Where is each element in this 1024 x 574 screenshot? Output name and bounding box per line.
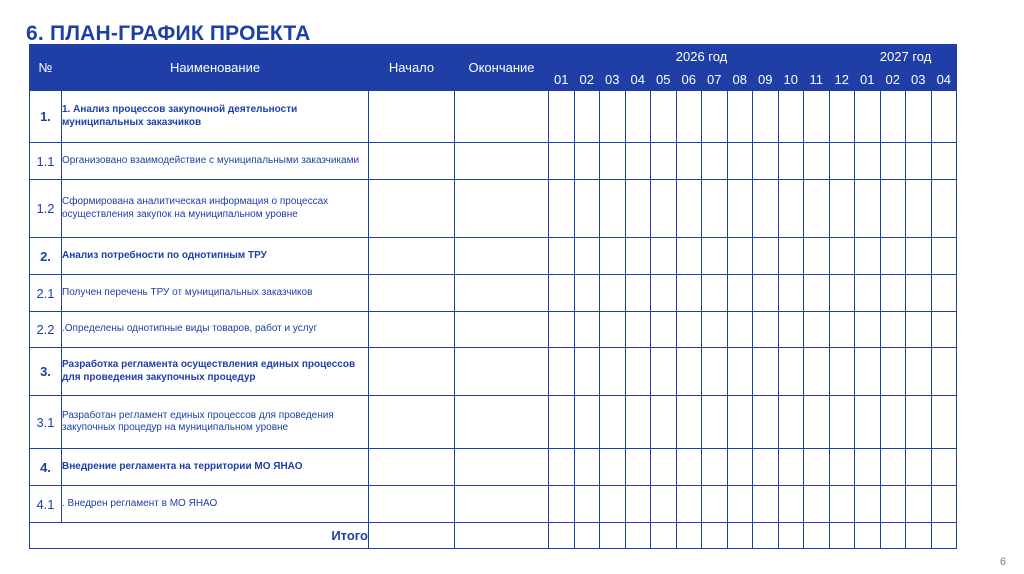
month-cell [574, 396, 600, 449]
month-cell [727, 396, 753, 449]
month-cell [651, 486, 677, 523]
month-cell [829, 312, 855, 348]
month-cell [855, 91, 881, 143]
month-cell [574, 449, 600, 486]
row-number: 3.1 [30, 396, 62, 449]
month-cell [727, 91, 753, 143]
month-header: 12 [829, 68, 855, 91]
total-cell [906, 523, 932, 549]
month-cell [676, 275, 702, 312]
month-cell [549, 486, 575, 523]
month-cell [829, 449, 855, 486]
column-header-num: № [30, 45, 62, 91]
month-cell [778, 348, 804, 396]
month-cell [727, 143, 753, 180]
month-cell [574, 91, 600, 143]
month-cell [753, 312, 779, 348]
month-header: 06 [676, 68, 702, 91]
column-header-start: Начало [369, 45, 455, 91]
month-cell [727, 449, 753, 486]
month-cell [625, 91, 651, 143]
row-name: Разработан регламент единых процессов для проведения закупочных процедур на муниципальном уровне [62, 396, 369, 449]
start-cell [369, 486, 455, 523]
month-header: 11 [804, 68, 830, 91]
header-row [30, 45, 957, 68]
month-cell [651, 449, 677, 486]
month-cell [651, 396, 677, 449]
month-cell [676, 348, 702, 396]
month-cell [880, 275, 906, 312]
month-cell [727, 486, 753, 523]
month-cell [600, 275, 626, 312]
month-header: 01 [855, 68, 881, 91]
month-cell [906, 238, 932, 275]
month-cell [676, 396, 702, 449]
row-name: Анализ потребности по однотипным ТРУ [62, 238, 369, 275]
month-cell [906, 486, 932, 523]
total-row [30, 523, 957, 549]
month-cell [829, 486, 855, 523]
month-cell [702, 91, 728, 143]
month-cell [625, 486, 651, 523]
row-name: .Определены однотипные виды товаров, работ и услуг [62, 312, 369, 348]
month-cell [702, 312, 728, 348]
year-header-2027: 2027 год [855, 45, 957, 68]
month-cell [549, 180, 575, 238]
month-cell [880, 486, 906, 523]
month-cell [778, 449, 804, 486]
month-cell [702, 449, 728, 486]
month-cell [880, 396, 906, 449]
month-cell [931, 91, 957, 143]
total-cell [625, 523, 651, 549]
month-cell [676, 91, 702, 143]
month-cell [804, 449, 830, 486]
month-cell [753, 449, 779, 486]
month-cell [753, 143, 779, 180]
month-cell [778, 486, 804, 523]
start-cell [369, 143, 455, 180]
end-cell [455, 486, 549, 523]
month-cell [574, 180, 600, 238]
row-number: 2. [30, 238, 62, 275]
month-cell [829, 180, 855, 238]
page-title: 6. ПЛАН-ГРАФИК ПРОЕКТА [26, 22, 311, 45]
month-header: 07 [702, 68, 728, 91]
month-header: 03 [600, 68, 626, 91]
month-cell [574, 238, 600, 275]
month-cell [625, 312, 651, 348]
table-row [30, 486, 957, 523]
start-cell [369, 396, 455, 449]
month-cell [880, 143, 906, 180]
month-cell [880, 348, 906, 396]
month-cell [880, 238, 906, 275]
month-cell [625, 180, 651, 238]
month-cell [651, 91, 677, 143]
month-cell [753, 180, 779, 238]
total-cell [651, 523, 677, 549]
month-cell [625, 449, 651, 486]
month-cell [676, 312, 702, 348]
column-header-end: Окончание [455, 45, 549, 91]
month-cell [574, 486, 600, 523]
month-cell [906, 143, 932, 180]
month-cell [651, 275, 677, 312]
row-name: Организовано взаимодействие с муниципальными заказчиками [62, 143, 369, 180]
month-cell [549, 91, 575, 143]
month-cell [753, 275, 779, 312]
month-cell [549, 312, 575, 348]
month-cell [931, 312, 957, 348]
month-cell [549, 143, 575, 180]
start-cell [369, 180, 455, 238]
table-row [30, 275, 957, 312]
month-cell [778, 312, 804, 348]
end-cell [455, 348, 549, 396]
month-cell [651, 348, 677, 396]
month-cell [880, 312, 906, 348]
row-number: 3. [30, 348, 62, 396]
total-cell [676, 523, 702, 549]
month-cell [804, 396, 830, 449]
month-cell [600, 238, 626, 275]
month-cell [549, 449, 575, 486]
month-cell [778, 91, 804, 143]
table-row [30, 312, 957, 348]
month-cell [727, 238, 753, 275]
month-cell [600, 449, 626, 486]
month-cell [855, 348, 881, 396]
month-cell [574, 348, 600, 396]
month-cell [906, 348, 932, 396]
month-header: 02 [880, 68, 906, 91]
month-header: 05 [651, 68, 677, 91]
month-cell [574, 143, 600, 180]
schedule-table [29, 44, 957, 549]
month-cell [804, 91, 830, 143]
start-cell [369, 348, 455, 396]
month-header: 02 [574, 68, 600, 91]
month-cell [625, 238, 651, 275]
month-cell [778, 143, 804, 180]
month-cell [676, 238, 702, 275]
month-cell [906, 396, 932, 449]
end-cell [455, 275, 549, 312]
start-cell [369, 275, 455, 312]
month-cell [676, 449, 702, 486]
month-cell [702, 275, 728, 312]
row-number: 1.2 [30, 180, 62, 238]
month-cell [574, 312, 600, 348]
row-name: . Внедрен регламент в МО ЯНАО [62, 486, 369, 523]
start-cell [369, 449, 455, 486]
row-name: Разработка регламента осуществления единых процессов для проведения закупочных процедур [62, 348, 369, 396]
month-cell [702, 486, 728, 523]
month-cell [651, 143, 677, 180]
month-cell [778, 238, 804, 275]
row-name: Получен перечень ТРУ от муниципальных заказчиков [62, 275, 369, 312]
column-header-name: Наименование [62, 45, 369, 91]
month-cell [600, 180, 626, 238]
table-row [30, 348, 957, 396]
month-cell [906, 180, 932, 238]
row-name: Внедрение регламента на территории МО ЯНАО [62, 449, 369, 486]
month-cell [931, 180, 957, 238]
month-header: 08 [727, 68, 753, 91]
total-cell [778, 523, 804, 549]
month-cell [855, 143, 881, 180]
month-cell [829, 143, 855, 180]
month-cell [625, 348, 651, 396]
month-cell [931, 396, 957, 449]
total-cell [600, 523, 626, 549]
total-cell [753, 523, 779, 549]
month-cell [600, 486, 626, 523]
month-cell [600, 396, 626, 449]
row-number: 2.2 [30, 312, 62, 348]
month-cell [855, 449, 881, 486]
end-cell [455, 180, 549, 238]
month-cell [753, 91, 779, 143]
end-cell [455, 238, 549, 275]
month-cell [753, 348, 779, 396]
month-cell [651, 312, 677, 348]
end-cell [455, 91, 549, 143]
month-cell [753, 486, 779, 523]
month-cell [829, 91, 855, 143]
month-header: 10 [778, 68, 804, 91]
total-cell [880, 523, 906, 549]
month-cell [676, 143, 702, 180]
month-cell [931, 275, 957, 312]
month-cell [727, 348, 753, 396]
month-cell [855, 238, 881, 275]
month-cell [855, 396, 881, 449]
month-cell [753, 238, 779, 275]
month-cell [625, 275, 651, 312]
month-cell [727, 275, 753, 312]
month-cell [880, 180, 906, 238]
month-cell [804, 486, 830, 523]
month-cell [549, 275, 575, 312]
table-row [30, 180, 957, 238]
row-number: 2.1 [30, 275, 62, 312]
month-header: 04 [625, 68, 651, 91]
month-cell [855, 180, 881, 238]
month-cell [702, 396, 728, 449]
month-cell [829, 238, 855, 275]
month-cell [702, 143, 728, 180]
month-header: 03 [906, 68, 932, 91]
month-cell [651, 238, 677, 275]
page-number: 6 [999, 556, 1006, 568]
month-cell [600, 143, 626, 180]
total-label: Итого [30, 523, 369, 549]
total-cell [727, 523, 753, 549]
month-cell [804, 143, 830, 180]
end-cell [455, 396, 549, 449]
month-header: 01 [549, 68, 575, 91]
year-header-2026: 2026 год [549, 45, 855, 68]
month-cell [549, 238, 575, 275]
total-cell [455, 523, 549, 549]
table-row [30, 396, 957, 449]
total-cell [931, 523, 957, 549]
row-name: 1. Анализ процессов закупочной деятельности муниципальных заказчиков [62, 91, 369, 143]
row-number: 4.1 [30, 486, 62, 523]
month-cell [931, 449, 957, 486]
month-cell [778, 396, 804, 449]
month-cell [931, 486, 957, 523]
month-cell [549, 348, 575, 396]
start-cell [369, 238, 455, 275]
row-number: 1.1 [30, 143, 62, 180]
month-cell [829, 396, 855, 449]
total-cell [574, 523, 600, 549]
total-cell [855, 523, 881, 549]
month-cell [778, 180, 804, 238]
month-cell [880, 91, 906, 143]
month-cell [625, 143, 651, 180]
month-cell [778, 275, 804, 312]
month-cell [906, 449, 932, 486]
table-row [30, 91, 957, 143]
month-cell [855, 275, 881, 312]
month-cell [702, 180, 728, 238]
month-cell [906, 312, 932, 348]
end-cell [455, 143, 549, 180]
total-cell [369, 523, 455, 549]
month-cell [804, 275, 830, 312]
total-cell [549, 523, 575, 549]
month-cell [753, 396, 779, 449]
table-row [30, 238, 957, 275]
month-cell [804, 348, 830, 396]
start-cell [369, 91, 455, 143]
month-cell [549, 396, 575, 449]
month-cell [829, 275, 855, 312]
month-cell [651, 180, 677, 238]
month-cell [676, 180, 702, 238]
end-cell [455, 449, 549, 486]
row-name: Сформирована аналитическая информация о процессах осуществления закупок на муниципальном уровне [62, 180, 369, 238]
month-cell [574, 275, 600, 312]
end-cell [455, 312, 549, 348]
month-cell [931, 238, 957, 275]
month-cell [600, 91, 626, 143]
table-row [30, 449, 957, 486]
total-cell [804, 523, 830, 549]
month-cell [702, 238, 728, 275]
total-cell [702, 523, 728, 549]
month-cell [906, 275, 932, 312]
month-cell [829, 348, 855, 396]
month-cell [931, 143, 957, 180]
month-cell [931, 348, 957, 396]
row-number: 4. [30, 449, 62, 486]
month-cell [727, 180, 753, 238]
month-cell [804, 238, 830, 275]
month-cell [676, 486, 702, 523]
month-cell [702, 348, 728, 396]
table-row [30, 143, 957, 180]
month-header: 04 [931, 68, 957, 91]
month-cell [600, 348, 626, 396]
month-cell [880, 449, 906, 486]
month-cell [804, 180, 830, 238]
month-header: 09 [753, 68, 779, 91]
month-cell [906, 91, 932, 143]
month-cell [855, 312, 881, 348]
start-cell [369, 312, 455, 348]
month-cell [727, 312, 753, 348]
month-cell [600, 312, 626, 348]
row-number: 1. [30, 91, 62, 143]
month-cell [625, 396, 651, 449]
month-cell [804, 312, 830, 348]
month-cell [855, 486, 881, 523]
total-cell [829, 523, 855, 549]
